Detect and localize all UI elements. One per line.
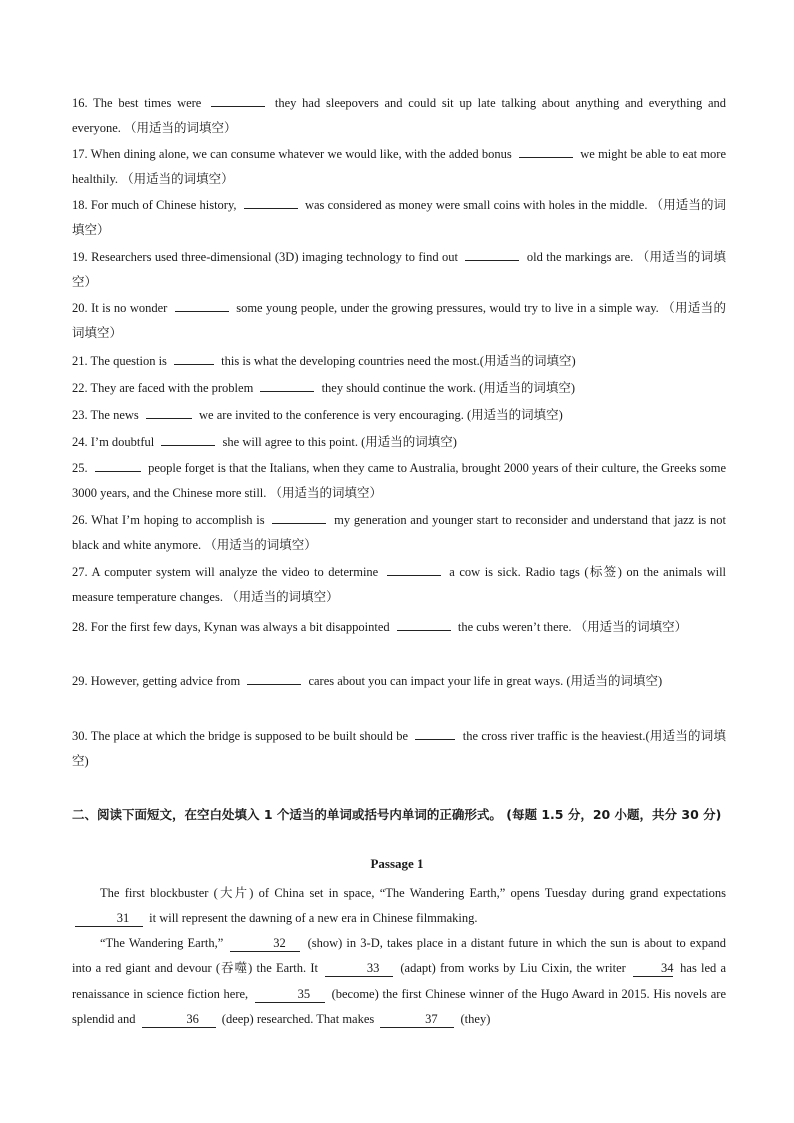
question-text: the cross river traffic is the heaviest.(用适当的词填空) (72, 729, 727, 768)
question-number: 23 (72, 408, 85, 422)
question-text: old the markings are. （用适当的词填空） (72, 250, 727, 289)
question-17: 17. When dining alone, we can consume whatever we would like, with the added bonus we might be able to eat more healthily. （用适当的词填空） (72, 142, 726, 192)
passage-text: “The Wandering Earth,” (100, 936, 224, 950)
question-number: 21 (72, 354, 85, 368)
numbered-blank-31[interactable]: 31 (75, 911, 143, 927)
question-number: 24 (72, 435, 85, 449)
answer-blank[interactable] (161, 431, 215, 446)
question-16: 16. The best times were they had sleepovers and could sit up late talking about anything and everything and everyone. （用适当的词填空） (72, 91, 726, 141)
question-text: they should continue the work. (用适当的词填空) (321, 381, 575, 395)
answer-blank[interactable] (415, 725, 455, 740)
question-28: 28. For the first few days, Kynan was always a bit disappointed the cubs weren’t there. （用适当的词填空） (72, 615, 726, 640)
question-29: 29. However, getting advice from cares about you can impact your life in great ways. (用适当的词填空) (72, 669, 726, 694)
question-text: For the first few days, Kynan was always a bit disappointed (90, 620, 390, 634)
question-number: 18 (72, 198, 85, 212)
answer-blank[interactable] (175, 297, 229, 312)
question-text: some young people, under the growing pressures, would try to live in a simple way. （用适当的词填空） (72, 301, 726, 340)
question-text: When dining alone, we can consume whatever we would like, with the added bonus (90, 147, 512, 161)
passage-text: (they) (460, 1011, 491, 1026)
question-number: 22 (72, 381, 85, 395)
answer-blank[interactable] (387, 561, 441, 576)
passage-title: Passage 1 (370, 856, 424, 871)
question-text: people forget is that the Italians, when they came to Australia, brought 2000 years of their culture, the Greeks some 3000 years, and the Chinese more still. （用适当的词填空） (72, 461, 727, 500)
passage-text: (deep) researched. That makes (221, 1011, 375, 1026)
question-text: I’m doubtful (90, 435, 155, 449)
answer-blank[interactable] (247, 670, 301, 685)
question-number: 26 (72, 513, 85, 527)
question-20: 20. It is no wonder some young people, under the growing pressures, would try to live in a simple way. （用适当的词填空） (72, 296, 726, 346)
question-text: cares about you can impact your life in great ways. (用适当的词填空) (308, 674, 663, 688)
question-18: 18. For much of Chinese history, was considered as money were small coins with holes in the middle. （用适当的词填空） (72, 193, 726, 243)
passage-paragraph-2 (72, 931, 726, 1032)
question-text: she will agree to this point. (用适当的词填空) (222, 435, 457, 449)
question-text: It is no wonder (91, 301, 168, 315)
question-text: we might be able to eat more healthily. （用适当的词填空） (72, 147, 727, 186)
answer-blank[interactable] (95, 457, 141, 472)
question-number: 30 (72, 729, 85, 743)
passage-text: (adapt) from works by Liu Cixin, the writer (400, 961, 626, 976)
question-23: 23. The news we are invited to the conference is very encouraging. (用适当的词填空) (72, 403, 726, 428)
numbered-blank-36[interactable]: 36 (142, 1012, 216, 1028)
numbered-blank-33[interactable]: 33 (325, 961, 393, 977)
question-number: 19 (72, 250, 85, 264)
question-number: 29 (72, 674, 85, 688)
answer-blank[interactable] (146, 404, 192, 419)
numbered-blank-34[interactable]: 34 (633, 961, 673, 977)
question-text: For much of Chinese history, (90, 198, 237, 212)
question-number: 16 (72, 96, 85, 110)
numbered-blank-32[interactable]: 32 (230, 936, 300, 952)
question-22: 22. They are faced with the problem they should continue the work. (用适当的词填空) (72, 376, 726, 401)
question-24: 24. I’m doubtful she will agree to this point. (用适当的词填空) (72, 430, 726, 455)
passage-text: has led a renaissance in science fiction here, (72, 961, 727, 1001)
section-heading: 二、阅读下面短文，在空白处填入 1 个适当的单词或括号内单词的正确形式。 (每题 1.5 分，20 小题，共分 30 分) (72, 807, 722, 822)
question-27: 27. A computer system will analyze the video to determine a cow is sick. Radio tags (标签) on the animals will measure temperature changes. （用适当的词填空） (72, 560, 726, 610)
question-text: this is what the developing countries need the most.(用适当的词填空) (221, 354, 576, 368)
passage-text: (become) the first Chinese winner of the Hugo Award in 2015. His novels are splendid and (72, 986, 727, 1026)
answer-blank[interactable] (272, 509, 326, 524)
question-text: The news (90, 408, 139, 422)
question-25: 25. people forget is that the Italians, when they came to Australia, brought 2000 years of their culture, the Greeks some 3000 years, and the Chinese more still. （用适当的词填空） (72, 456, 726, 506)
answer-blank[interactable] (260, 377, 314, 392)
question-number: 25 (72, 461, 85, 475)
question-26: 26. What I’m hoping to accomplish is my generation and younger start to reconsider and understand that jazz is not black and white anymore. （用适当的词填空） (72, 508, 726, 558)
answer-blank[interactable] (465, 246, 519, 261)
question-text: A computer system will analyze the video to determine (91, 565, 379, 579)
question-number: 28 (72, 620, 85, 634)
answer-blank[interactable] (211, 92, 265, 107)
question-text: they had sleepovers and could sit up late talking about anything and everything and everyone. （用适当的词填空） (72, 96, 727, 135)
passage-text: it will represent the dawning of a new era in Chinese filmmaking. (149, 911, 478, 926)
question-text: the cubs weren’t there. （用适当的词填空） (457, 620, 688, 634)
question-text: a cow is sick. Radio tags (标签) on the animals will measure temperature changes. （用适当的词填空） (72, 565, 727, 604)
answer-blank[interactable] (397, 616, 451, 631)
question-text: The best times were (93, 96, 202, 110)
passage-text: The first blockbuster (大片) of China set in space, “The Wandering Earth,” opens Tuesday during grand expectations (100, 886, 726, 900)
question-text: Researchers used three-dimensional (3D) imaging technology to find out (91, 250, 458, 264)
question-text: The question is (90, 354, 167, 368)
numbered-blank-35[interactable]: 35 (255, 987, 325, 1003)
question-text: However, getting advice from (90, 674, 241, 688)
answer-blank[interactable] (519, 143, 573, 158)
answer-blank[interactable] (244, 194, 298, 209)
question-number: 27 (72, 565, 85, 579)
passage-text: (show) in 3-D, takes place in a distant future in which the sun is about to expand into a red giant and devour (吞噬) the Earth. It (72, 936, 727, 976)
numbered-blank-37[interactable]: 37 (380, 1012, 454, 1028)
passage-paragraph-1 (72, 881, 726, 932)
question-text: was considered as money were small coins with holes in the middle. （用适当的词填空） (72, 198, 727, 237)
question-number: 17 (72, 147, 85, 161)
question-text: The place at which the bridge is supposed to be built should be (90, 729, 409, 743)
answer-blank[interactable] (174, 350, 214, 365)
question-text: They are faced with the problem (90, 381, 254, 395)
question-21: 21. The question is this is what the developing countries need the most.(用适当的词填空) (72, 349, 726, 374)
question-text: we are invited to the conference is very encouraging. (用适当的词填空) (199, 408, 563, 422)
question-text: What I’m hoping to accomplish is (91, 513, 265, 527)
question-text: my generation and younger start to reconsider and understand that jazz is not black and white anymore. （用适当的词填空） (72, 513, 727, 552)
question-number: 20 (72, 301, 85, 315)
question-30: 30. The place at which the bridge is supposed to be built should be the cross river traffic is the heaviest.(用适当的词填空) (72, 724, 726, 774)
question-19: 19. Researchers used three-dimensional (3D) imaging technology to find out old the markings are. （用适当的词填空） (72, 245, 726, 295)
